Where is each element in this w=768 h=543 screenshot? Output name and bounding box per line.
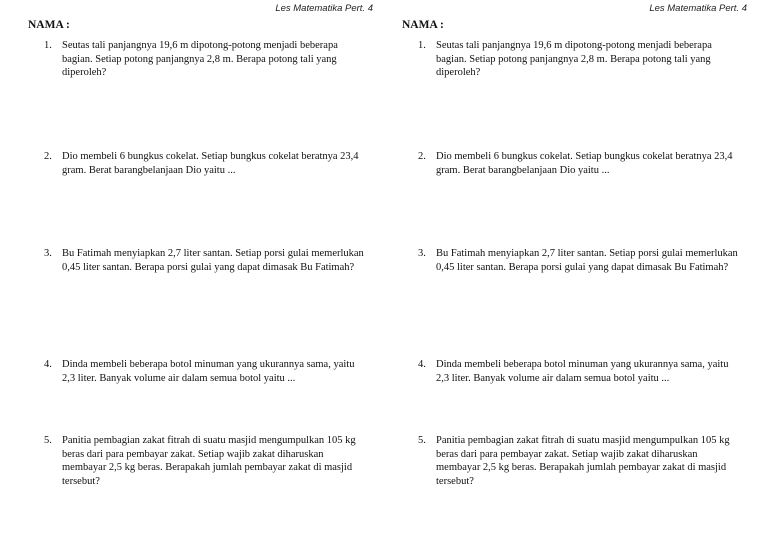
question-number: 4. [418,359,426,370]
question-2 [418,150,744,177]
question-3 [44,247,370,274]
name-label: NAMA : [28,19,70,31]
question-text: Dio membeli 6 bungkus cokelat. Setiap bungkus cokelat beratnya 23,4 gram. Berat barangbelanjaan Dio yaitu ... [62,151,359,176]
question-text: Dinda membeli beberapa botol minuman yang ukurannya sama, yaitu 2,3 liter. Banyak volume air dalam semua botol yaitu ... [62,359,355,384]
question-text: Seutas tali panjangnya 19,6 m dipotong-potong menjadi beberapa bagian. Setiap potong panjangnya 2,8 m. Berapa potong tali yang diperoleh? [436,40,712,79]
question-1 [44,39,370,80]
question-text: Dinda membeli beberapa botol minuman yang ukurannya sama, yaitu 2,3 liter. Banyak volume air dalam semua botol yaitu ... [436,359,729,384]
question-5 [44,434,370,488]
question-number: 5. [44,435,52,446]
header-note: Les Matematika Pert. 4 [275,3,373,14]
question-number: 3. [44,248,52,259]
question-text: Bu Fatimah menyiapkan 2,7 liter santan. Setiap porsi gulai memerlukan 0,45 liter santan. Berapa porsi gulai yang dapat dimasak Bu Fatimah? [436,248,738,273]
worksheet-left [28,0,373,543]
question-4 [418,358,744,385]
question-1 [418,39,744,80]
worksheet-right [402,0,747,543]
question-number: 1. [44,40,52,51]
name-label: NAMA : [402,19,444,31]
question-text: Seutas tali panjangnya 19,6 m dipotong-potong menjadi beberapa bagian. Setiap potong panjangnya 2,8 m. Berapa potong tali yang diperoleh? [62,40,338,79]
question-number: 4. [44,359,52,370]
question-text: Panitia pembagian zakat fitrah di suatu masjid mengumpulkan 105 kg beras dari para pembayar zakat. Setiap wajib zakat diharuskan membayar 2,5 kg beras. Berapakah jumlah pembayar zakat di masjid tersebut? [436,435,730,487]
question-number: 2. [44,151,52,162]
question-text: Panitia pembagian zakat fitrah di suatu masjid mengumpulkan 105 kg beras dari para pembayar zakat. Setiap wajib zakat diharuskan membayar 2,5 kg beras. Berapakah jumlah pembayar zakat di masjid tersebut? [62,435,356,487]
question-text: Dio membeli 6 bungkus cokelat. Setiap bungkus cokelat beratnya 23,4 gram. Berat barangbelanjaan Dio yaitu ... [436,151,733,176]
question-number: 1. [418,40,426,51]
question-number: 5. [418,435,426,446]
question-number: 2. [418,151,426,162]
question-5 [418,434,744,488]
question-text: Bu Fatimah menyiapkan 2,7 liter santan. Setiap porsi gulai memerlukan 0,45 liter santan. Berapa porsi gulai yang dapat dimasak Bu Fatimah? [62,248,364,273]
header-note: Les Matematika Pert. 4 [649,3,747,14]
question-4 [44,358,370,385]
question-number: 3. [418,248,426,259]
question-2 [44,150,370,177]
question-3 [418,247,744,274]
